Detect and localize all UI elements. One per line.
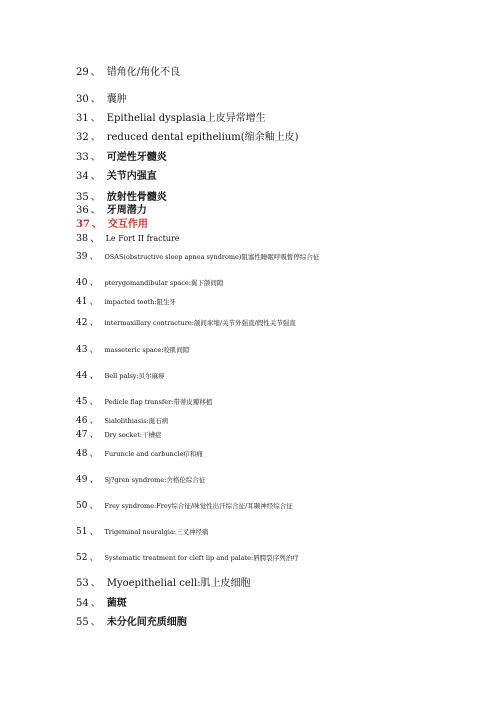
item-number: 48 xyxy=(76,449,88,459)
item-text: Sialolithiasis:涎石病 xyxy=(104,417,169,425)
item-number: 32 xyxy=(76,132,89,143)
item-number: 34 xyxy=(76,171,89,182)
list-item: 35 、 放射性骨髓炎 xyxy=(76,192,167,203)
list-item: 46 、 Sialolithiasis:涎石病 xyxy=(76,416,169,426)
item-text: Dry socket:干槽症 xyxy=(104,431,162,439)
list-item: 43 、 masseteric space:咬肌间隙 xyxy=(76,345,190,355)
item-text: 囊肿 xyxy=(106,94,127,105)
item-number: 41 xyxy=(76,297,88,307)
item-text: 可逆性牙髓炎 xyxy=(106,152,167,163)
item-number: 52 xyxy=(76,553,88,563)
item-number: 29 xyxy=(76,67,89,78)
item-number: 31 xyxy=(76,113,89,124)
list-item: 34 、 关节内强直 xyxy=(76,171,157,182)
item-number: 43 xyxy=(76,345,88,355)
list-item: 52 、 Systematic treatment for cleft lip and palate:唇腭裂序列治疗 xyxy=(76,553,299,563)
list-item: 44 、 Bell palsy:贝尔麻痹 xyxy=(76,371,165,381)
item-number: 47 xyxy=(76,430,88,440)
item-number: 38 xyxy=(76,233,89,244)
list-item: 30 、 囊肿 xyxy=(76,94,127,105)
item-text: Bell palsy:贝尔麻痹 xyxy=(104,372,165,380)
list-item: 42 、 intermaxillary contracture:颌间挛缩/关节外强直/假性关节强直 xyxy=(76,318,296,328)
item-text: 关节内强直 xyxy=(106,171,157,182)
list-item: 49 、 Sj?gren syndrome:舍格伦综合征 xyxy=(76,475,206,485)
item-number: 39 xyxy=(76,252,88,262)
list-item-highlighted: 37 、 交互作用 xyxy=(76,219,148,230)
item-number: 35 xyxy=(76,192,89,203)
list-item: 55 、 未分化间充质细胞 xyxy=(76,617,187,628)
item-text: 菌斑 xyxy=(106,598,127,609)
item-text: Furuncle and carbuncle疖和痈 xyxy=(104,450,203,458)
item-text: 错角化/角化不良 xyxy=(106,67,181,78)
item-number: 40 xyxy=(76,278,88,288)
item-text: 交互作用 xyxy=(107,219,148,230)
item-number: 30 xyxy=(76,94,89,105)
item-text: Sj?gren syndrome:舍格伦综合征 xyxy=(104,476,206,484)
item-text: OSAS(obstructive sleep apnea syndrome)阻塞性睡眠呼吸暂停综合征 xyxy=(104,253,320,261)
item-text: Epithelial dysplasia上皮异常增生 xyxy=(106,113,266,124)
list-item: 47 、 Dry socket:干槽症 xyxy=(76,430,162,440)
list-item: 40 、 pterygomandibular space:翼下颌间隙 xyxy=(76,278,224,288)
item-text: intermaxillary contracture:颌间挛缩/关节外强直/假性关节强直 xyxy=(104,319,296,327)
item-text: 放射性骨髓炎 xyxy=(106,192,167,203)
item-text: 牙周潜力 xyxy=(106,205,147,216)
item-number: 51 xyxy=(76,527,88,537)
item-text: Systematic treatment for cleft lip and palate:唇腭裂序列治疗 xyxy=(104,554,299,562)
list-item: 32 、 reduced dental epithelium(缩余釉上皮) xyxy=(76,132,299,143)
item-text: Frey syndrome:Frey综合征/味觉性出汗综合征/耳颞神经综合征 xyxy=(104,502,293,510)
list-item: 50 、 Frey syndrome:Frey综合征/味觉性出汗综合征/耳颞神经综合征 xyxy=(76,501,293,511)
item-number: 37 xyxy=(76,219,90,230)
item-text: reduced dental epithelium(缩余釉上皮) xyxy=(106,132,299,143)
item-text: masseteric space:咬肌间隙 xyxy=(104,346,190,354)
list-item: 48 、 Furuncle and carbuncle疖和痈 xyxy=(76,449,203,459)
list-item: 51 、 Trigeminal neuralgia:三叉神经痛 xyxy=(76,527,209,537)
item-text: pterygomandibular space:翼下颌间隙 xyxy=(104,279,224,287)
list-item: 38 、 Le Fort II fracture xyxy=(76,233,180,244)
list-item: 31 、 Epithelial dysplasia上皮异常增生 xyxy=(76,113,266,124)
list-item: 29 、 错角化/角化不良 xyxy=(76,67,181,78)
item-text: Myoepithelial cell:肌上皮细胞 xyxy=(106,578,251,589)
item-number: 45 xyxy=(76,397,88,407)
item-number: 49 xyxy=(76,475,88,485)
item-text: 未分化间充质细胞 xyxy=(106,617,187,628)
list-item: 33 、 可逆性牙髓炎 xyxy=(76,152,167,163)
item-text: Trigeminal neuralgia:三叉神经痛 xyxy=(104,528,209,536)
list-item: 53 、 Myoepithelial cell:肌上皮细胞 xyxy=(76,578,251,589)
list-item: 54 、 菌斑 xyxy=(76,598,127,609)
item-number: 50 xyxy=(76,501,88,511)
item-number: 36 xyxy=(76,205,89,216)
list-item: 41 、 impacted tooth:阻生牙 xyxy=(76,297,177,307)
item-number: 55 xyxy=(76,617,89,628)
list-item: 39 、 OSAS(obstructive sleep apnea syndrome)阻塞性睡眠呼吸暂停综合征 xyxy=(76,252,320,262)
list-item: 36 、 牙周潜力 xyxy=(76,205,147,216)
item-number: 53 xyxy=(76,578,89,589)
list-item: 45 、 Pedicle flap transfer:带蒂皮瓣移植 xyxy=(76,397,213,407)
item-number: 33 xyxy=(76,152,89,163)
item-text: Le Fort II fracture xyxy=(105,234,180,243)
item-text: impacted tooth:阻生牙 xyxy=(104,298,177,306)
item-number: 46 xyxy=(76,416,88,426)
item-number: 54 xyxy=(76,598,89,609)
item-number: 42 xyxy=(76,318,88,328)
item-text: Pedicle flap transfer:带蒂皮瓣移植 xyxy=(104,398,213,406)
item-number: 44 xyxy=(76,371,88,381)
